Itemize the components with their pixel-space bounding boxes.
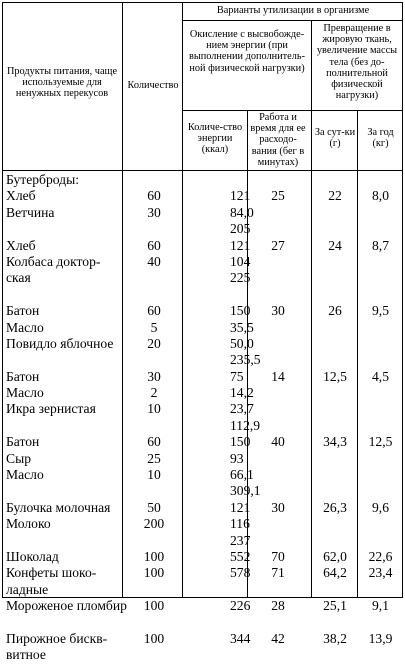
work-cell: 14 [271, 368, 285, 384]
per-day-cell: 64,2 [323, 565, 347, 581]
energy-cell: 112,9 [230, 417, 261, 433]
product-cell: Мороженое пломбир [6, 598, 127, 614]
per-year-cell: 8,0 [372, 188, 389, 204]
energy-cell: 84,0 [230, 204, 254, 220]
quantity-cell: 30 [147, 204, 161, 220]
quantity-cell: 10 [147, 467, 161, 483]
energy-cell: 235,5 [230, 352, 261, 368]
product-cell: Бутерброды: [6, 172, 79, 187]
work-cell: 71 [271, 565, 285, 581]
energy-cell: 14,2 [230, 385, 254, 401]
product-cell: Масло [6, 319, 44, 335]
product-cell: Повидло яблочное [6, 335, 114, 351]
product-cell: Сыр [6, 450, 31, 466]
table-row [2, 516, 403, 532]
table-row [2, 549, 403, 565]
quantity-cell: 200 [143, 516, 165, 532]
per-year-cell: 12,5 [368, 434, 393, 450]
table-row [2, 254, 403, 270]
product-cell: Икра зернистая [6, 401, 96, 417]
work-cell: 27 [271, 237, 285, 253]
table-row [2, 565, 403, 581]
table-row [2, 631, 403, 647]
product-cell: Масло [6, 385, 44, 401]
product-cell: Хлеб [6, 237, 36, 253]
quantity-cell: 2 [150, 385, 158, 401]
table-row [2, 582, 403, 598]
product-cell: Батон [6, 434, 40, 450]
work-cell: 28 [271, 598, 285, 614]
product-cell: Шоколад [6, 548, 59, 564]
quantity-cell: 60 [147, 303, 161, 319]
energy-cell: 93 [230, 450, 244, 466]
per-year-cell: 8,7 [372, 237, 389, 253]
quantity-cell: 100 [143, 565, 165, 581]
quantity-cell: 40 [147, 253, 161, 269]
table-row [2, 270, 403, 286]
quantity-cell: 20 [147, 335, 161, 351]
product-cell: Конфеты шоко- [6, 565, 97, 581]
header-work: Работа и время для ее расходо-вания (бег в минутах) [250, 112, 306, 168]
per-day-cell: 26,3 [323, 499, 347, 515]
per-year-cell: 9,1 [372, 598, 389, 614]
header-per-day: За сут-ки (г) [314, 127, 356, 150]
quantity-cell: 100 [143, 548, 165, 564]
energy-cell: 75 [230, 368, 244, 384]
table-row [2, 336, 403, 352]
per-day-cell: 34,3 [323, 434, 347, 450]
product-cell: Пирожное бискв- [6, 630, 108, 646]
table-body [2, 172, 403, 664]
energy-cell: 205 [230, 221, 251, 237]
energy-cell: 50,0 [230, 335, 254, 351]
product-cell: Масло [6, 467, 44, 483]
header-quantity: Количество [127, 80, 179, 91]
quantity-cell: 50 [147, 499, 161, 515]
table-row [2, 287, 403, 303]
quantity-cell: 100 [143, 630, 165, 646]
table-row [2, 188, 403, 204]
quantity-cell: 60 [147, 434, 161, 450]
table-row [2, 352, 403, 368]
quantity-cell: 100 [143, 598, 165, 614]
work-cell: 30 [271, 499, 285, 515]
per-day-cell: 24 [328, 237, 342, 253]
work-cell: 40 [271, 434, 285, 450]
product-cell: витное [6, 647, 46, 663]
work-cell: 30 [271, 303, 285, 319]
per-day-cell: 12,5 [323, 368, 347, 384]
product-cell: Булочка молочная [6, 499, 111, 515]
quantity-cell: 10 [147, 401, 161, 417]
table-row [2, 385, 403, 401]
work-cell: 70 [271, 548, 285, 564]
per-day-cell: 26 [328, 303, 342, 319]
quantity-cell: 25 [147, 450, 161, 466]
table-row [2, 467, 403, 483]
per-day-cell: 22 [328, 188, 342, 204]
energy-cell: 237 [230, 532, 251, 548]
product-cell: Колбаса доктор- [6, 253, 101, 269]
work-cell: 42 [271, 630, 285, 646]
per-day-cell: 25,1 [323, 598, 347, 614]
per-year-cell: 9,6 [372, 499, 389, 515]
product-cell: Ветчина [6, 204, 55, 220]
table-row [2, 647, 403, 663]
header-variants: Варианты утилизации в организме [216, 5, 370, 16]
per-year-cell: 22,6 [368, 548, 393, 564]
table-row [2, 320, 403, 336]
table-row [2, 303, 403, 319]
per-day-cell: 62,0 [323, 548, 347, 564]
product-cell: Батон [6, 368, 40, 384]
per-day-cell: 38,2 [323, 630, 347, 646]
product-cell: Батон [6, 303, 40, 319]
table-row [2, 221, 403, 237]
energy-cell: 116 [230, 516, 250, 532]
table-row [2, 369, 403, 385]
header-energy: Количе-ство энергии (ккал) [187, 122, 243, 156]
document-page [2, 2, 403, 663]
quantity-cell: 60 [147, 188, 161, 204]
quantity-cell: 5 [150, 319, 158, 335]
header-products: Продукты питания, чаще используемые для ненужных перекусов [6, 66, 118, 100]
table-row [2, 451, 403, 467]
energy-cell: 309,1 [230, 483, 261, 499]
energy-cell: 226 [230, 598, 251, 614]
table-row [2, 483, 403, 499]
product-cell: Хлеб [6, 188, 36, 204]
work-cell: 25 [271, 188, 285, 204]
energy-cell: 121 [230, 237, 251, 253]
energy-cell: 23,7 [230, 401, 254, 417]
per-year-cell: 13,9 [368, 630, 393, 646]
table-row [2, 238, 403, 254]
table-row [2, 533, 403, 549]
quantity-cell: 30 [147, 368, 161, 384]
table-row [2, 598, 403, 614]
energy-cell: 104 [230, 253, 251, 269]
header-conversion: Превращение в жировую ткань, увеличение массы тела (без до-полнительной физической нагрузки) [316, 23, 398, 102]
energy-cell: 35,5 [230, 319, 254, 335]
table-row [2, 418, 403, 434]
table-row [2, 172, 403, 188]
energy-cell: 552 [230, 548, 251, 564]
product-cell: Молоко [6, 516, 51, 532]
energy-cell: 225 [230, 270, 251, 286]
table-row [2, 401, 403, 417]
header-per-year: За год (кг) [367, 127, 394, 150]
energy-cell: 121 [230, 188, 251, 204]
quantity-cell: 60 [147, 237, 161, 253]
energy-cell: 578 [230, 565, 251, 581]
product-cell: ладные [6, 581, 49, 597]
header-oxidation: Окисление с высвобожде-нием энергии (при выполнении дополнитель-ной физической нагрузки) [188, 29, 306, 74]
table-row [2, 205, 403, 221]
per-year-cell: 23,4 [368, 565, 393, 581]
table-row [2, 615, 403, 631]
table-row [2, 434, 403, 450]
per-year-cell: 9,5 [372, 303, 389, 319]
per-year-cell: 4,5 [372, 368, 389, 384]
energy-cell: 121 [230, 499, 251, 515]
energy-cell: 344 [230, 630, 251, 646]
energy-cell: 150 [230, 303, 251, 319]
table-row [2, 500, 403, 516]
product-cell: ская [6, 270, 31, 286]
energy-cell: 66,1 [230, 467, 254, 483]
energy-cell: 150 [230, 434, 251, 450]
